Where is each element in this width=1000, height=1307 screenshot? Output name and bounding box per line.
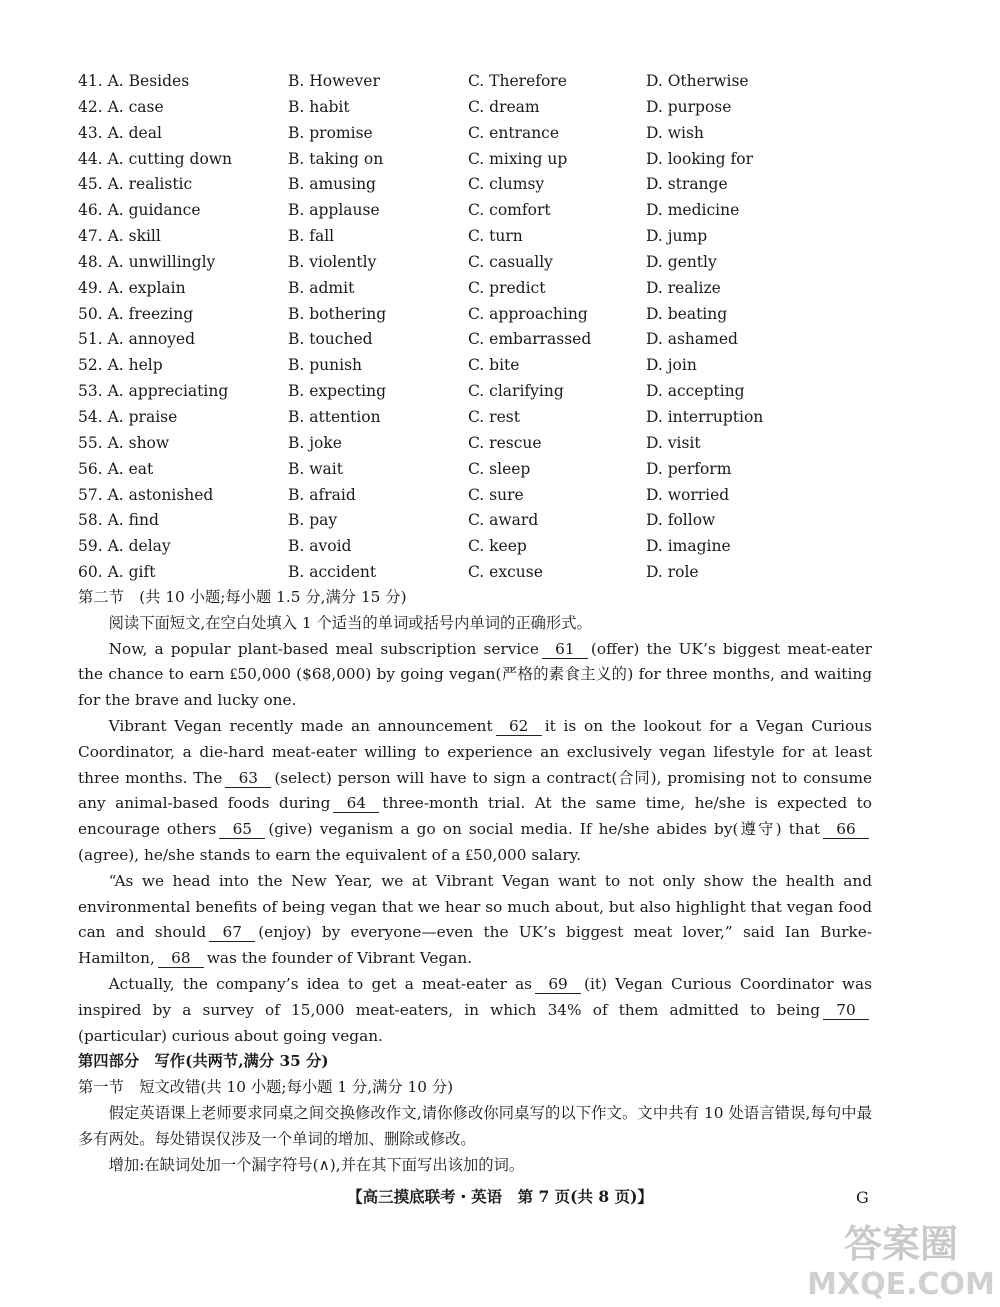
blank-69: 69 <box>535 975 581 994</box>
option-c: C. turn <box>468 227 523 246</box>
option-b: B. wait <box>288 459 343 478</box>
blank-67: 67 <box>209 923 255 942</box>
option-c: C. casually <box>468 252 553 271</box>
blank-64: 64 <box>333 794 379 813</box>
choice-row <box>78 302 918 328</box>
option-d: D. looking for <box>646 149 754 168</box>
blank-68: 68 <box>158 949 204 968</box>
blank-63: 63 <box>225 769 271 788</box>
option-d: D. perform <box>646 459 732 478</box>
choice-row <box>78 457 918 483</box>
p1-text-2: (offer) the UK’s biggest meat-eater the chance to earn ₤50,000 ($68,000) by going vegan(严格的素食主义的) for three months, and waiting for the brave and lucky one. <box>78 639 872 710</box>
part-4-instruction: 假定英语课上老师要求同桌之间交换修改作文,请你修改你同桌写的以下作文。文中共有 10 处语言错误,每句中最多有两处。每处错误仅涉及一个单词的增加、删除或修改。 <box>78 1103 872 1148</box>
option-b: B. amusing <box>288 175 376 194</box>
choice-row <box>78 147 918 173</box>
option-c: C. excuse <box>468 563 543 582</box>
option-d: D. purpose <box>646 97 732 116</box>
option-c: C. predict <box>468 278 546 297</box>
choice-row <box>78 483 918 509</box>
option-c: C. rest <box>468 407 520 426</box>
option-a: 54. A. praise <box>78 407 178 426</box>
option-a: 52. A. help <box>78 356 163 375</box>
choice-row <box>78 250 918 276</box>
blank-61: 61 <box>542 640 588 659</box>
choice-row <box>78 534 918 560</box>
option-b: B. afraid <box>288 485 356 504</box>
option-b: B. punish <box>288 356 363 375</box>
option-b: B. admit <box>288 278 355 297</box>
option-d: D. ashamed <box>646 330 738 349</box>
option-a: 49. A. explain <box>78 278 186 297</box>
choice-row <box>78 379 918 405</box>
option-d: D. beating <box>646 304 728 323</box>
section-2 <box>78 585 872 1178</box>
option-a: 51. A. annoyed <box>78 330 196 349</box>
p2-text-3: (select) person will have to sign a contract(合同), promising not to consume any animal-based foods during <box>78 768 872 813</box>
option-b: B. violently <box>288 252 377 271</box>
option-d: D. imagine <box>646 537 731 556</box>
option-d: D. join <box>646 356 697 375</box>
option-c: C. entrance <box>468 123 560 142</box>
option-a: 60. A. gift <box>78 563 156 582</box>
option-d: D. worried <box>646 485 730 504</box>
option-b: B. pay <box>288 511 338 530</box>
p1-text-1: Now, a popular plant-based meal subscription service <box>108 639 539 658</box>
multiple-choice-options <box>78 69 918 586</box>
option-a: 59. A. delay <box>78 537 171 556</box>
option-d: D. realize <box>646 278 721 297</box>
choice-row <box>78 431 918 457</box>
watermark-text-2: MXQE.COM <box>807 1267 995 1302</box>
option-b: B. joke <box>288 433 342 452</box>
p2-text-2: it is on the lookout for a Vegan Curious Coordinator, a die-hard meat-eater willing to experience an exclusively vegan lifestyle for at least three months. The <box>78 716 872 787</box>
option-d: D. medicine <box>646 201 740 220</box>
blank-65: 65 <box>219 820 265 839</box>
option-d: D. strange <box>646 175 728 194</box>
option-c: C. keep <box>468 537 527 556</box>
choice-row <box>78 405 918 431</box>
option-d: D. accepting <box>646 382 745 401</box>
option-b: B. taking on <box>288 149 384 168</box>
p4-text-1: Actually, the company’s idea to get a meat-eater as <box>108 974 533 993</box>
paragraph-2 <box>78 714 872 869</box>
choice-row <box>78 560 918 586</box>
option-c: C. sure <box>468 485 524 504</box>
choice-row <box>78 353 918 379</box>
option-b: B. promise <box>288 123 373 142</box>
p2-text-4: three-month trial. At the same time, he/she is expected to encourage others <box>78 794 872 839</box>
watermark-logo <box>807 1212 995 1302</box>
option-a: 58. A. find <box>78 511 159 530</box>
choice-row <box>78 172 918 198</box>
option-a: 56. A. eat <box>78 459 154 478</box>
paragraph-1 <box>78 637 872 714</box>
option-d: D. jump <box>646 227 708 246</box>
part-4-heading: 第四部分 写作(共两节,满分 35 分) <box>78 1052 329 1071</box>
option-b: B. habit <box>288 97 350 116</box>
option-b: B. accident <box>288 563 377 582</box>
option-d: D. role <box>646 563 699 582</box>
option-c: C. sleep <box>468 459 531 478</box>
option-a: 41. A. Besides <box>78 72 190 90</box>
option-a: 42. A. case <box>78 97 164 116</box>
blank-66: 66 <box>823 820 869 839</box>
option-d: D. interruption <box>646 407 764 426</box>
option-c: C. rescue <box>468 433 542 452</box>
option-c: C. Therefore <box>468 72 567 90</box>
option-a: 46. A. guidance <box>78 201 201 220</box>
option-c: C. bite <box>468 356 520 375</box>
option-a: 48. A. unwillingly <box>78 252 216 271</box>
option-a: 57. A. astonished <box>78 485 214 504</box>
option-b: B. expecting <box>288 382 387 401</box>
paper-version-letter: G <box>856 1188 869 1207</box>
option-a: 53. A. appreciating <box>78 382 229 401</box>
option-a: 45. A. realistic <box>78 175 193 194</box>
option-c: C. dream <box>468 97 540 116</box>
choice-row <box>78 276 918 302</box>
blank-62: 62 <box>496 717 542 736</box>
option-d: D. follow <box>646 511 716 530</box>
choice-row <box>78 508 918 534</box>
option-a: 47. A. skill <box>78 227 161 246</box>
choice-row <box>78 224 918 250</box>
option-b: B. fall <box>288 227 335 246</box>
p2-text-6: (agree), he/she stands to earn the equivalent of a ₤50,000 salary. <box>78 845 582 864</box>
part-4-sub-heading: 第一节 短文改错(共 10 小题;每小题 1 分,满分 10 分) <box>78 1078 454 1097</box>
option-b: B. applause <box>288 201 380 220</box>
option-b: B. avoid <box>288 537 352 556</box>
option-d: D. wish <box>646 123 704 142</box>
section-2-instruction: 阅读下面短文,在空白处填入 1 个适当的单词或括号内单词的正确形式。 <box>108 613 592 632</box>
watermark-text-1: 答案圈 <box>843 1222 959 1266</box>
option-a: 50. A. freezing <box>78 304 194 323</box>
p3-text-2: (enjoy) by everyone—even the UK’s biggest meat lover,” said Ian Burke-Hamilton, <box>78 923 872 968</box>
option-c: C. approaching <box>468 304 588 323</box>
option-c: C. embarrassed <box>468 330 592 349</box>
option-a: 43. A. deal <box>78 123 162 142</box>
option-a: 55. A. show <box>78 433 170 452</box>
option-b: B. attention <box>288 407 381 426</box>
option-b: B. However <box>288 72 380 90</box>
option-c: C. clumsy <box>468 175 545 194</box>
blank-70: 70 <box>823 1001 869 1020</box>
part-4-add-rule: 增加:在缺词处加一个漏字符号(∧),并在其下面写出该加的词。 <box>108 1155 525 1174</box>
section-2-heading: 第二节 (共 10 小题;每小题 1.5 分,满分 15 分) <box>78 588 407 606</box>
option-d: D. gently <box>646 252 717 271</box>
choice-row <box>78 327 918 353</box>
option-b: B. touched <box>288 330 373 349</box>
choice-row <box>78 95 918 121</box>
p4-text-2: (it) Vegan Curious Coordinator was inspired by a survey of 15,000 meat-eaters, in which 34% of them admitted to being <box>78 974 872 1019</box>
choice-row <box>78 198 918 224</box>
p3-text-3: was the founder of Vibrant Vegan. <box>206 949 473 968</box>
option-c: C. comfort <box>468 201 551 220</box>
option-c: C. mixing up <box>468 149 568 168</box>
paragraph-3 <box>78 869 872 972</box>
choice-row <box>78 121 918 147</box>
p4-text-3: (particular) curious about going vegan. <box>78 1026 383 1045</box>
paragraph-4 <box>78 972 872 1049</box>
option-d: D. visit <box>646 433 701 452</box>
option-c: C. award <box>468 511 539 530</box>
p2-text-5: (give) veganism a go on social media. If he/she abides by(遵守) that <box>268 820 820 839</box>
page-footer: 【高三摸底联考・英语 第 7 页(共 8 页)】 <box>347 1187 653 1206</box>
option-c: C. clarifying <box>468 382 564 401</box>
option-a: 44. A. cutting down <box>78 149 233 168</box>
option-d: D. Otherwise <box>646 72 749 90</box>
choice-row <box>78 69 918 95</box>
p2-text-1: Vibrant Vegan recently made an announcement <box>108 716 493 735</box>
option-b: B. bothering <box>288 304 387 323</box>
p3-text-1: “As we head into the New Year, we at Vibrant Vegan want to not only show the health and environmental benefits of being vegan that we hear so much about, but also highlight that vegan food can and should <box>78 871 872 942</box>
